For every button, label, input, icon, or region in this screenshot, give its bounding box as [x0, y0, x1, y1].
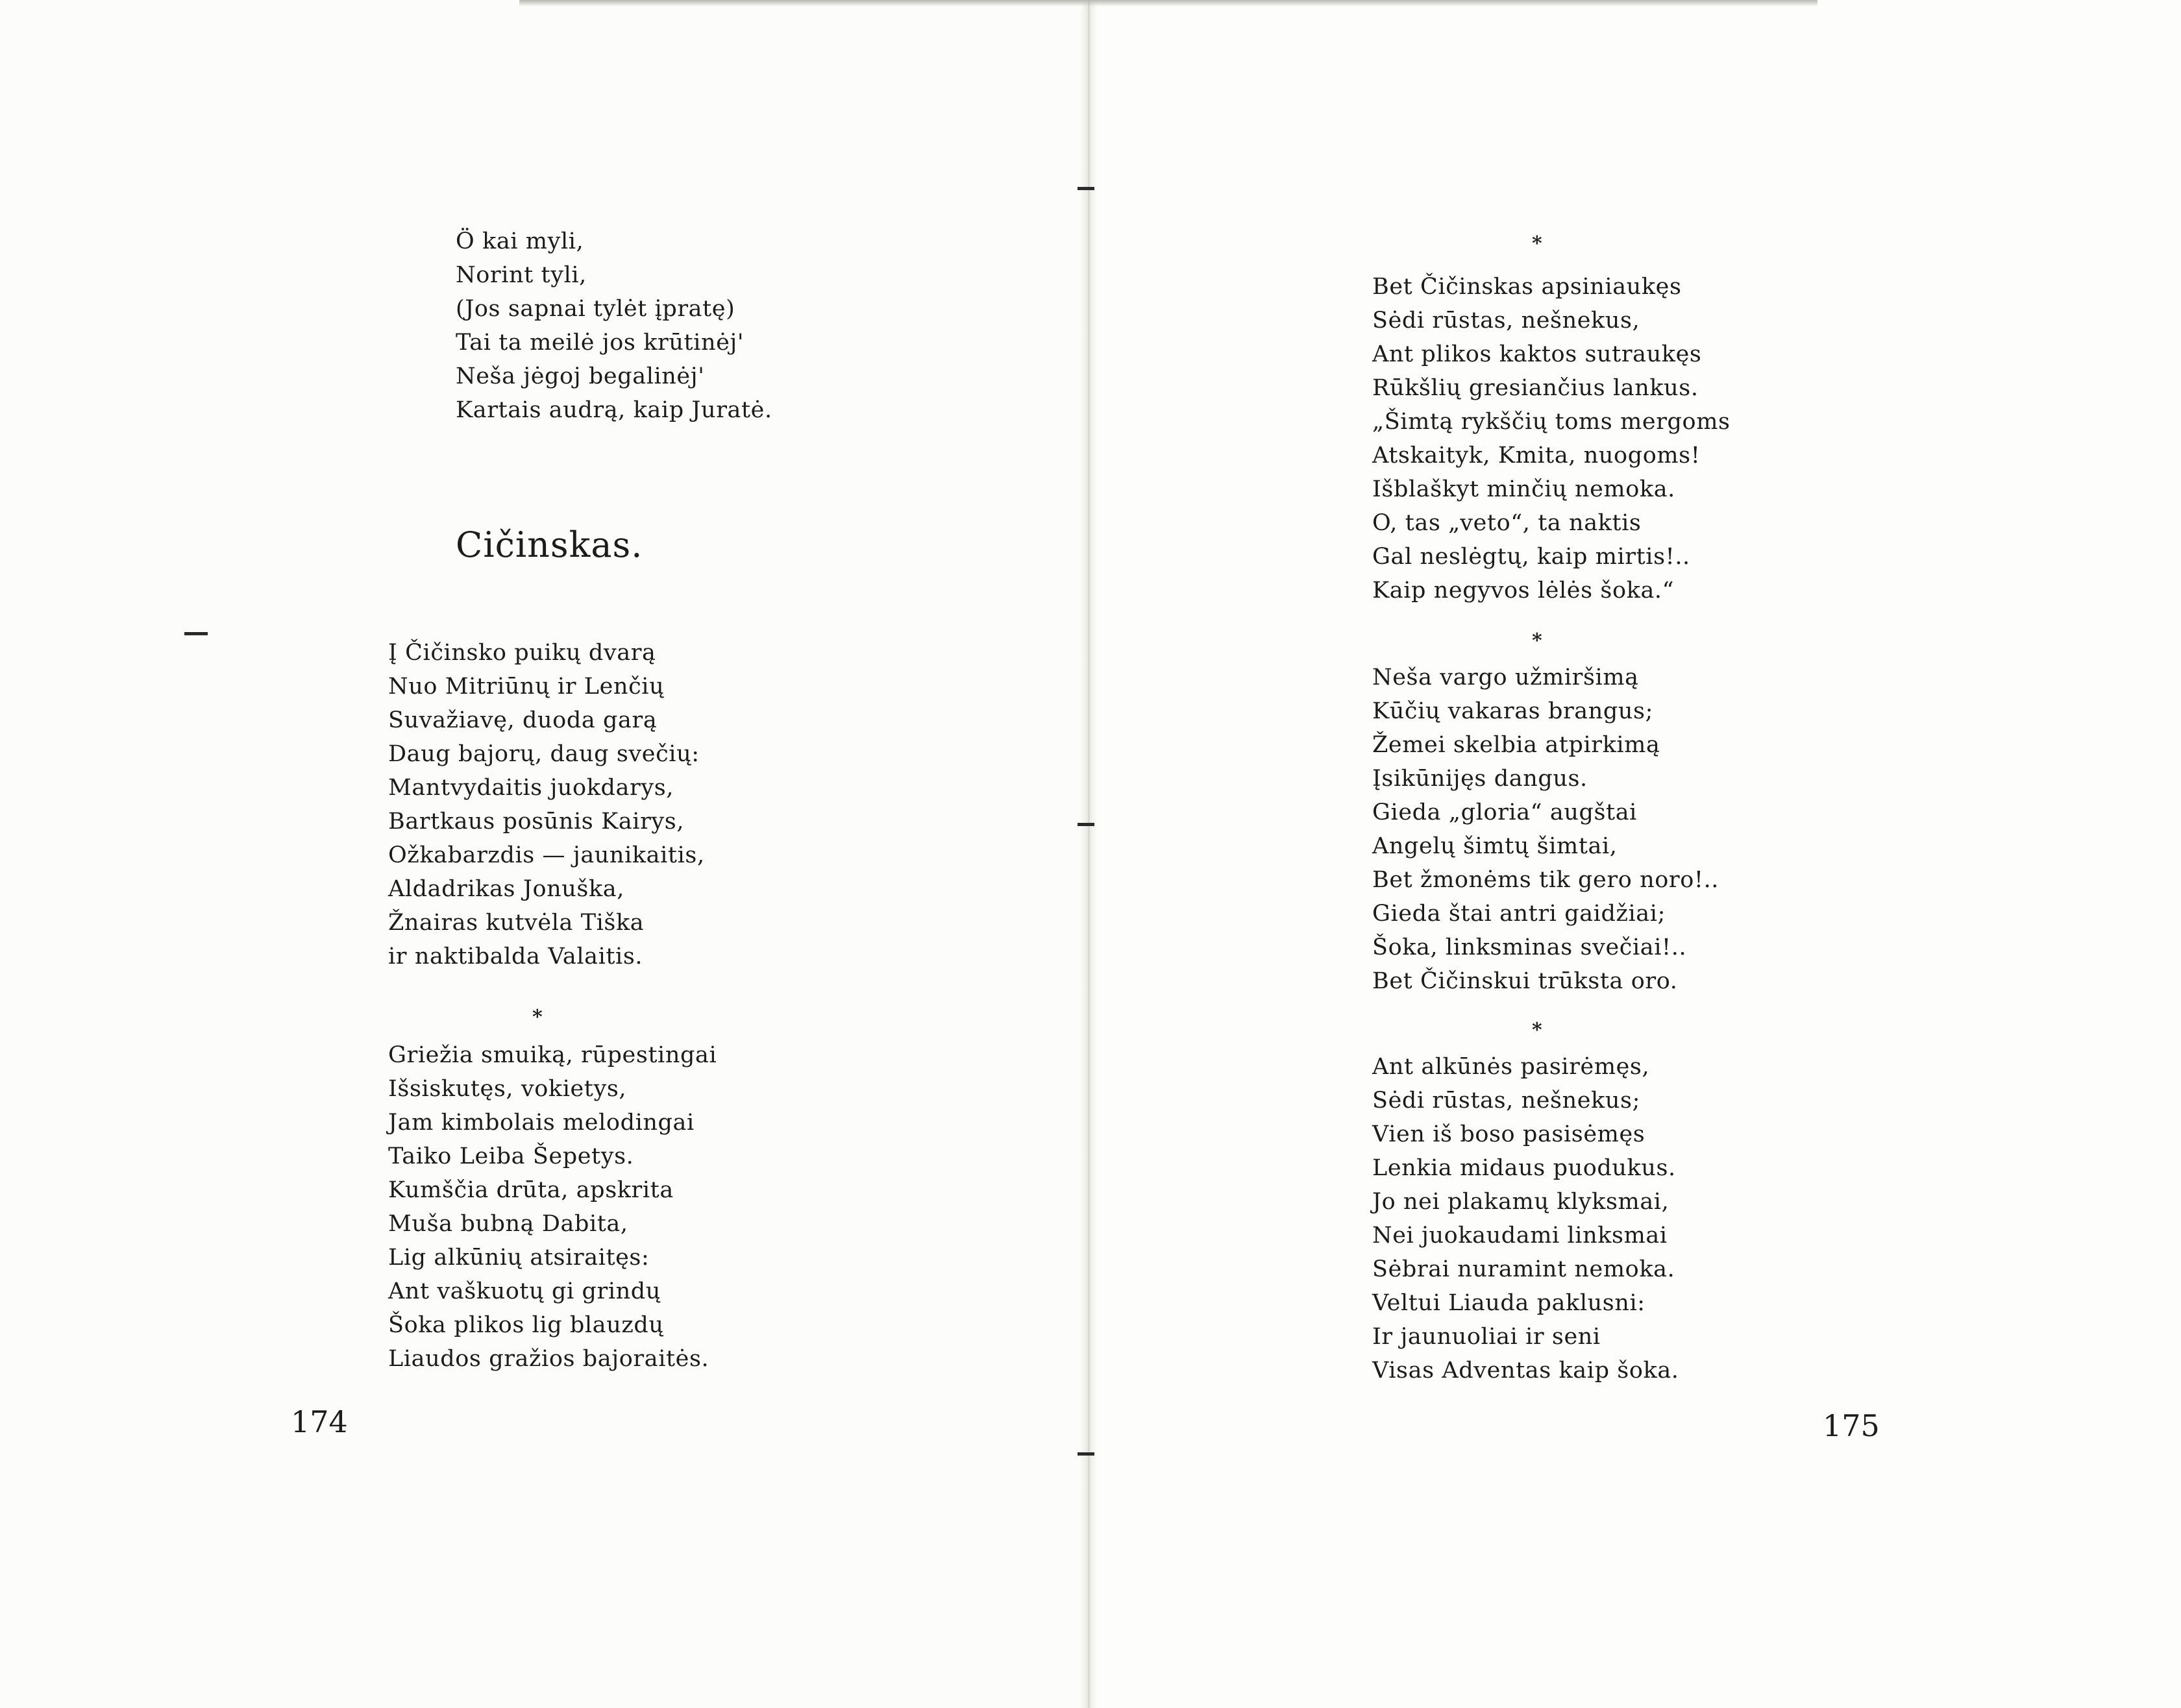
page-number-right: 175 [1823, 1408, 1880, 1443]
verse-line: Žnairas kutvėla Tiška [388, 910, 645, 936]
stanza-separator: * [1532, 629, 1542, 652]
left-stanza-top [456, 225, 772, 427]
binding-mark [1078, 1452, 1094, 1456]
verse-line: Kūčių vakaras brangus; [1372, 698, 1653, 724]
verse-line: Angelų šimtų šimtai, [1372, 833, 1618, 859]
verse-line: Išblaškyt minčių nemoka. [1372, 476, 1675, 502]
verse-line: Jo nei plakamų klyksmai, [1372, 1189, 1670, 1215]
verse-line: Bet žmonėms tik gero noro!.. [1372, 867, 1719, 893]
verse-line: Neša jėgoj begalinėj' [456, 363, 705, 389]
verse-line: Tai ta meilė jos krūtinėj' [456, 330, 745, 356]
verse-line: Šoka, linksminas svečiai!.. [1372, 934, 1687, 960]
verse-line: Kaip negyvos lėlės šoka.“ [1372, 578, 1675, 604]
verse-line: (Jos sapnai tylėt įpratę) [456, 296, 735, 322]
stanza-separator: * [532, 1006, 543, 1029]
verse-line: O, tas „veto“, ta naktis [1372, 510, 1642, 536]
verse-line: Bet Čičinskas apsiniaukęs [1372, 274, 1682, 300]
verse-line: Sėbrai nuramint nemoka. [1372, 1256, 1675, 1282]
binding-mark [1078, 187, 1094, 190]
verse-line: Kartais audrą, kaip Juratė. [456, 397, 772, 423]
verse-line: Gal neslėgtų, kaip mirtis!.. [1372, 544, 1690, 570]
verse-line: Rūkšlių gresiančius lankus. [1372, 375, 1699, 401]
verse-line: „Šimtą rykščių toms mergoms [1372, 409, 1731, 435]
verse-line: Muša bubną Dabita, [388, 1211, 628, 1237]
verse-line: Įsikūnijęs dangus. [1372, 766, 1588, 792]
verse-line: Suvažiavę, duoda garą [388, 707, 658, 733]
verse-line: Ir jaunuoliai ir seni [1372, 1324, 1601, 1350]
verse-line: Aldadrikas Jonuška, [388, 876, 624, 902]
verse-line: Taiko Leiba Šepetys. [388, 1143, 634, 1169]
binding-mark [1078, 823, 1094, 826]
verse-line: Bartkaus posūnis Kairys, [388, 809, 685, 835]
verse-line: Į Čičinsko puikų dvarą [388, 640, 656, 666]
page-number-left: 174 [291, 1404, 348, 1439]
verse-line: Šoka plikos lig blauzdų [388, 1312, 664, 1338]
verse-line: Visas Adventas kaip šoka. [1372, 1358, 1679, 1384]
right-stanza-3 [1372, 1050, 1679, 1387]
poem-title: Cičinskas. [456, 524, 643, 565]
verse-line: Sėdi rūstas, nešnekus; [1372, 1088, 1640, 1114]
right-stanza-1 [1372, 270, 1731, 607]
verse-line: Sėdi rūstas, nešnekus, [1372, 308, 1640, 334]
verse-line: Liaudos gražios bajoraitės. [388, 1346, 709, 1372]
left-stanza-1 [388, 636, 705, 973]
verse-line: Norint tyli, [456, 262, 587, 288]
verse-line: Mantvydaitis juokdarys, [388, 775, 674, 801]
verse-line: Gieda štai antri gaidžiai; [1372, 901, 1666, 927]
verse-line: Žemei skelbia atpirkimą [1372, 732, 1660, 758]
verse-line: ir naktibalda Valaitis. [388, 944, 643, 970]
verse-line: Ant plikos kaktos sutraukęs [1372, 341, 1702, 367]
verse-line: Kumščia drūta, apskrita [388, 1177, 674, 1203]
verse-line: Ö kai myli, [456, 228, 584, 254]
left-stanza-2 [388, 1038, 717, 1376]
verse-line: Nei juokaudami linksmai [1372, 1223, 1668, 1249]
verse-line: Veltui Liauda paklusni: [1372, 1290, 1645, 1316]
verse-line: Ant alkūnės pasirėmęs, [1372, 1054, 1650, 1080]
verse-line: Vien iš boso pasisėmęs [1372, 1121, 1645, 1147]
top-edge-shadow [519, 0, 1818, 6]
right-stanza-2 [1372, 661, 1719, 998]
stanza-separator: * [1532, 1019, 1542, 1042]
verse-line: Ant vaškuotų gi grindų [388, 1278, 661, 1304]
verse-line: Daug bajorų, daug svečių: [388, 741, 700, 767]
verse-line: Nuo Mitriūnų ir Lenčių [388, 674, 665, 700]
verse-line: Bet Čičinskui trūksta oro. [1372, 968, 1678, 994]
verse-line: Ožkabarzdis — jaunikaitis, [388, 842, 705, 868]
verse-line: Atskaityk, Kmita, nuogoms! [1372, 443, 1701, 469]
stanza-separator: * [1532, 232, 1542, 255]
verse-line: Išsiskutęs, vokietys, [388, 1076, 627, 1102]
verse-line: Lenkia midaus puodukus. [1372, 1155, 1676, 1181]
margin-mark [184, 632, 208, 635]
verse-line: Gieda „gloria“ augštai [1372, 799, 1637, 825]
verse-line: Lig alkūnių atsiraitęs: [388, 1245, 650, 1271]
verse-line: Jam kimbolais melodingai [388, 1110, 695, 1136]
verse-line: Griežia smuiką, rūpestingai [388, 1042, 717, 1068]
verse-line: Neša vargo užmiršimą [1372, 665, 1639, 690]
